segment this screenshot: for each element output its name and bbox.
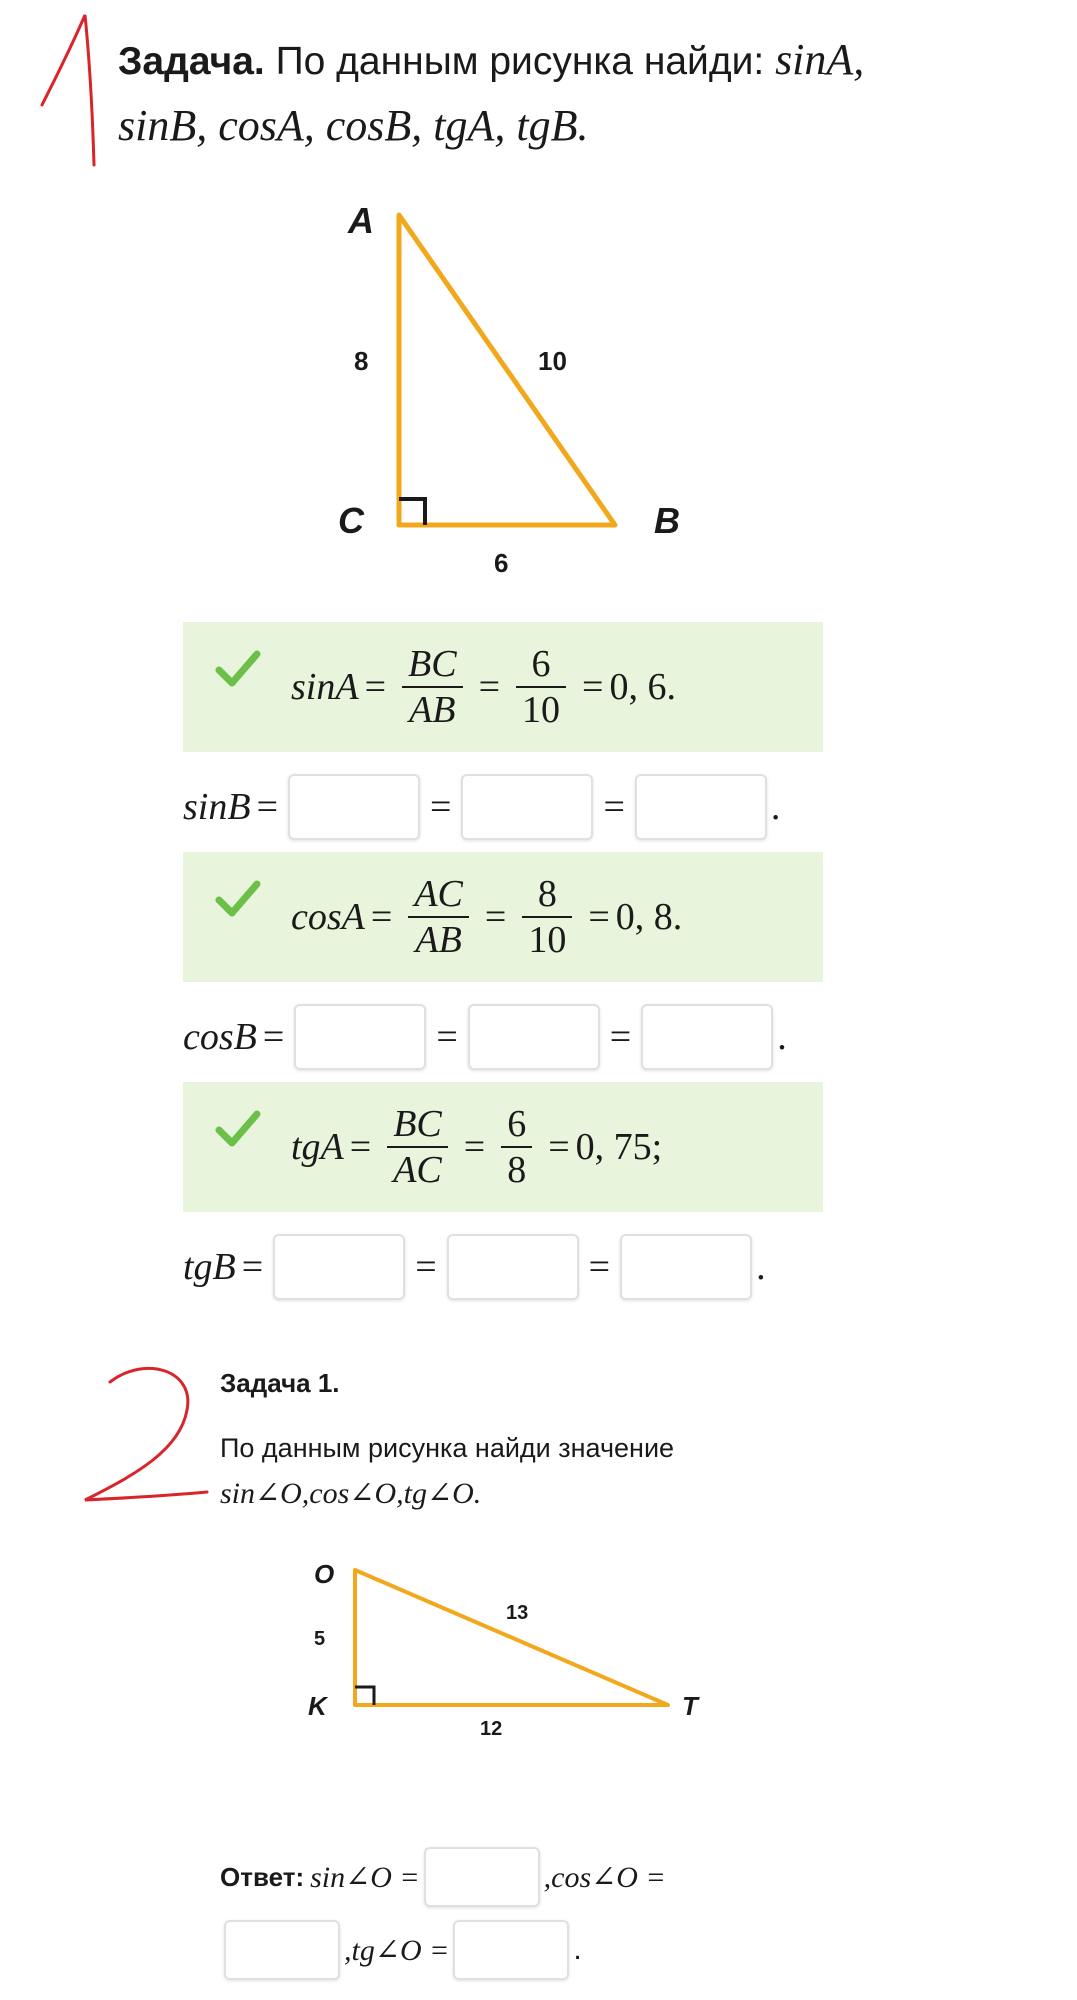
side-ok-label: 5	[314, 1628, 326, 1650]
answer-sin-label: sin∠O =	[310, 1860, 420, 1894]
handwritten-number-2	[75, 1360, 215, 1520]
side-ot-label: 13	[506, 1602, 529, 1624]
fraction: $\frac{BC}{AC}$	[387, 1102, 448, 1192]
answer-input[interactable]	[447, 1234, 579, 1300]
handwritten-number-1	[30, 5, 100, 175]
right-angle-mark	[355, 1687, 374, 1705]
eq-result: 0, 75;	[575, 1126, 663, 1168]
solved-row-sina	[183, 622, 823, 752]
answer-input[interactable]	[620, 1234, 752, 1300]
task2-question: По данным рисунка найди значение	[220, 1433, 675, 1463]
eq-result: 0, 6.	[609, 666, 676, 708]
answer-input[interactable]	[468, 1004, 600, 1070]
task2-text	[220, 1425, 920, 1517]
equation-tga: tgA = $\frac{BC}{AC}$ = $\frac{6}{8}$ = 0, 75;	[291, 1103, 663, 1191]
triangle-abc	[399, 215, 615, 525]
triangle-okt	[355, 1570, 668, 1705]
answer-cos-label: ,cos∠O =	[543, 1860, 666, 1894]
side-ab-label: 10	[538, 346, 567, 376]
triangle-okt-figure	[300, 1545, 720, 1745]
eq-lhs: sinB	[183, 786, 251, 828]
answer-input[interactable]	[635, 774, 767, 840]
side-ac-label: 8	[354, 346, 369, 376]
answer-input[interactable]	[294, 1004, 426, 1070]
eq-result: 0, 8.	[615, 896, 683, 938]
check-icon	[213, 644, 263, 694]
answer-end: .	[573, 1933, 582, 1966]
input-row-cosb: cosB = = = .	[183, 1002, 787, 1072]
equation-cosa: cosA = $\frac{AC}{AB}$ = $\frac{8}{10}$ = 0, 8.	[291, 873, 683, 961]
vertex-t-label: T	[682, 1691, 698, 1721]
fraction: $\frac{AC}{AB}$	[408, 872, 469, 962]
solved-row-cosa	[183, 852, 823, 982]
fraction: $\frac{BC}{AB}$	[402, 642, 463, 732]
check-icon	[213, 874, 263, 924]
answer-input[interactable]	[641, 1004, 773, 1070]
vertex-k-label: K	[308, 1691, 327, 1721]
side-kt-label: 12	[480, 1718, 503, 1740]
answer-tg-label: ,tg∠O =	[344, 1933, 450, 1967]
answer-input[interactable]	[461, 774, 593, 840]
fraction: $\frac{6}{10}$	[516, 642, 566, 732]
vertex-a-label: A	[348, 200, 374, 241]
answer-input[interactable]	[288, 774, 420, 840]
task1-title-text: По данным рисунка найди:	[275, 40, 765, 83]
check-icon	[213, 1104, 263, 1154]
vertex-c-label: C	[338, 500, 364, 541]
equation-sina: sinA = $\frac{BC}{AB}$ = $\frac{6}{10}$ = 0, 6.	[291, 643, 676, 731]
eq-lhs: tgA	[291, 1126, 344, 1168]
triangle-abc-figure	[320, 195, 700, 585]
eq-lhs: cosA	[291, 896, 365, 938]
fraction: $\frac{8}{10}$	[522, 872, 572, 962]
task1-title-bold: Задача.	[118, 40, 265, 83]
sin-answer-input[interactable]	[424, 1847, 540, 1907]
task1-heading	[118, 28, 938, 160]
task2-title: Задача 1.	[220, 1368, 340, 1398]
right-angle-mark	[399, 499, 425, 525]
input-row-tgb: tgB = = = .	[183, 1232, 766, 1302]
answer-row-2	[220, 1918, 582, 1982]
answer-row-1	[220, 1845, 666, 1909]
fraction: $\frac{6}{8}$	[501, 1102, 532, 1192]
task1-functions: sinA, sinB, cosA, cosB, tgA, tgB.	[118, 35, 865, 150]
eq-lhs: sinA	[291, 666, 359, 708]
answer-input[interactable]	[273, 1234, 405, 1300]
input-row-sinb: sinB = = = .	[183, 772, 780, 842]
cos-answer-input[interactable]	[224, 1920, 340, 1980]
vertex-b-label: B	[654, 500, 680, 541]
tg-answer-input[interactable]	[453, 1920, 569, 1980]
solved-row-tga	[183, 1082, 823, 1212]
eq-lhs: cosB	[183, 1016, 257, 1058]
answer-label: Ответ:	[220, 1861, 305, 1892]
vertex-o-label: O	[314, 1559, 335, 1589]
task2-functions: sin∠O,cos∠O,tg∠O.	[220, 1477, 482, 1510]
side-cb-label: 6	[494, 548, 509, 578]
eq-lhs: tgB	[183, 1246, 236, 1288]
